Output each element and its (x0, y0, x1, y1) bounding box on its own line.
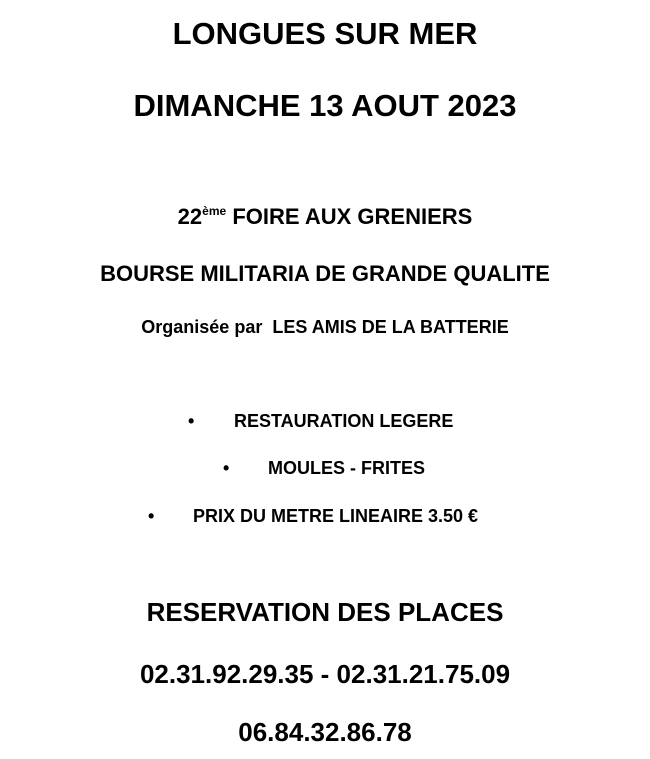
bullet-icon: • (188, 411, 195, 431)
edition-number: 22 (177, 204, 203, 229)
event-name-text: FOIRE AUX GRENIERS (232, 204, 473, 229)
organizer-line (0, 317, 650, 338)
event-secondary: BOURSE MILITARIA DE GRANDE QUALITE (100, 261, 550, 286)
event-name (0, 204, 650, 230)
feature-item-restauration: RESTAURATION LEGERE (234, 411, 454, 431)
phone-numbers-line2: 06.84.32.86.78 (238, 717, 412, 747)
edition-suffix: ème (202, 204, 227, 218)
organized-by-label: Organisée par (141, 317, 263, 337)
organizer-name: LES AMIS DE LA BATTERIE (272, 317, 509, 337)
bullet-icon: • (148, 506, 155, 526)
location-title: LONGUES SUR MER (172, 16, 478, 51)
bullet-icon: • (223, 458, 230, 478)
feature-item-moules: MOULES - FRITES (268, 458, 425, 478)
feature-item-prix: PRIX DU METRE LINEAIRE 3.50 € (193, 506, 479, 526)
phone-numbers-line1: 02.31.92.29.35 - 02.31.21.75.09 (139, 659, 511, 689)
date-title: DIMANCHE 13 AOUT 2023 (133, 88, 517, 123)
reservation-title: RESERVATION DES PLACES (146, 597, 504, 627)
